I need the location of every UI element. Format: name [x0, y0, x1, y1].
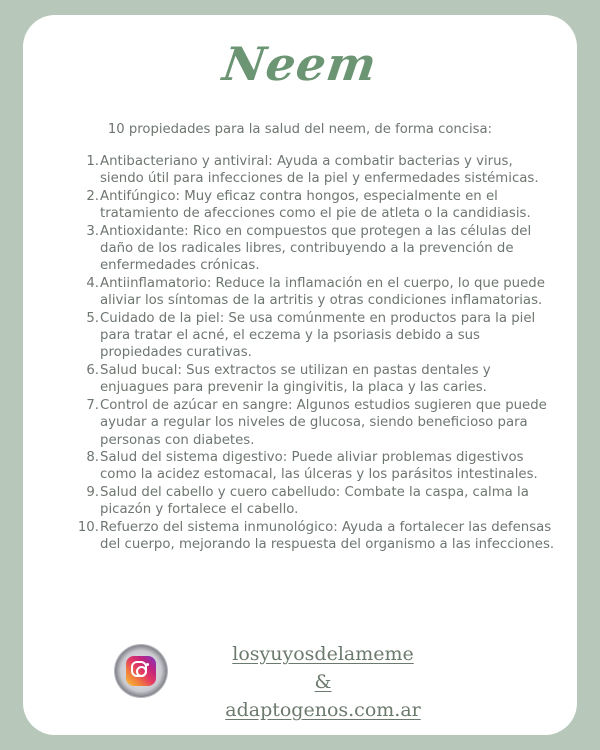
- page-title: Neem: [219, 37, 381, 91]
- item-number: 9.: [86, 484, 99, 500]
- item-text: Salud del cabello y cuero cabelludo: Combate la caspa, calma la picazón y fortalece el cabello.: [100, 484, 529, 518]
- item-number: 1.: [86, 154, 99, 169]
- list-item: [77, 362, 557, 397]
- item-number: 8.: [86, 449, 99, 465]
- item-number: 2.: [86, 188, 99, 204]
- subtitle: 10 propiedades para la salud del neem, de forma concisa:: [107, 122, 493, 137]
- list-item: [77, 310, 557, 362]
- item-text: Antibacteriano y antiviral: Ayuda a combatir bacterias y virus, siendo útil para infecciones de la piel y enfermedades sistémicas.: [100, 154, 539, 187]
- list-item: [77, 188, 557, 223]
- contact-links: [208, 640, 438, 724]
- item-text: Antifúngico: Muy eficaz contra hongos, especialmente en el tratamiento de afecciones como el pie de atleta o la candidiasis.: [100, 188, 531, 222]
- item-text: Antioxidante: Rico en compuestos que protegen a las células del daño de los radicales libres, contribuyendo a la prevención de enfermedades crónicas.: [100, 223, 532, 274]
- item-number: 3.: [86, 223, 99, 239]
- item-number: 10.: [77, 519, 99, 535]
- item-number: 5.: [86, 310, 99, 326]
- list-item: [77, 484, 557, 519]
- list-item: [77, 275, 557, 310]
- item-number: 7.: [86, 397, 99, 413]
- item-text: Salud bucal: Sus extractos se utilizan en pastas dentales y enjuagues para prevenir la gingivitis, la placa y las caries.: [100, 362, 491, 396]
- item-number: 6.: [86, 362, 99, 378]
- instagram-dot-icon: [146, 663, 149, 666]
- properties-list: [77, 153, 557, 553]
- item-text: Control de azúcar en sangre: Algunos estudios sugieren que puede ayudar a regular los niveles de glucosa, siendo beneficioso para personas con diabetes.: [100, 397, 547, 448]
- instagram-handle-link[interactable]: losyuyosdelameme: [232, 643, 414, 665]
- list-item: [77, 519, 557, 554]
- website-link[interactable]: adaptogenos.com.ar: [225, 699, 421, 721]
- list-item: [77, 153, 557, 188]
- content-card: [23, 15, 577, 735]
- item-number: 4.: [86, 275, 99, 291]
- item-text: Salud del sistema digestivo: Puede aliviar problemas digestivos como la acidez estomacal, las úlceras y los parásitos intestinales.: [100, 449, 538, 483]
- item-text: Refuerzo del sistema inmunológico: Ayuda a fortalecer las defensas del cuerpo, mejorando la respuesta del organismo a las infecciones.: [100, 519, 555, 552]
- instagram-lens-icon: [136, 666, 147, 677]
- instagram-logo: [126, 656, 156, 686]
- footer: [113, 630, 493, 730]
- ampersand: &: [314, 671, 332, 693]
- list-item: [77, 223, 557, 275]
- instagram-icon[interactable]: [115, 645, 167, 697]
- item-text: Cuidado de la piel: Se usa comúnmente en productos para la piel para tratar el acné, el eczema y la psoriasis debido a sus propiedades curativas.: [100, 310, 536, 361]
- list-item: [77, 449, 557, 484]
- list-item: [77, 397, 557, 449]
- item-text: Antiinflamatorio: Reduce la inflamación en el cuerpo, lo que puede aliviar los síntomas de la artritis y otras condiciones inflamatorias.: [100, 275, 545, 309]
